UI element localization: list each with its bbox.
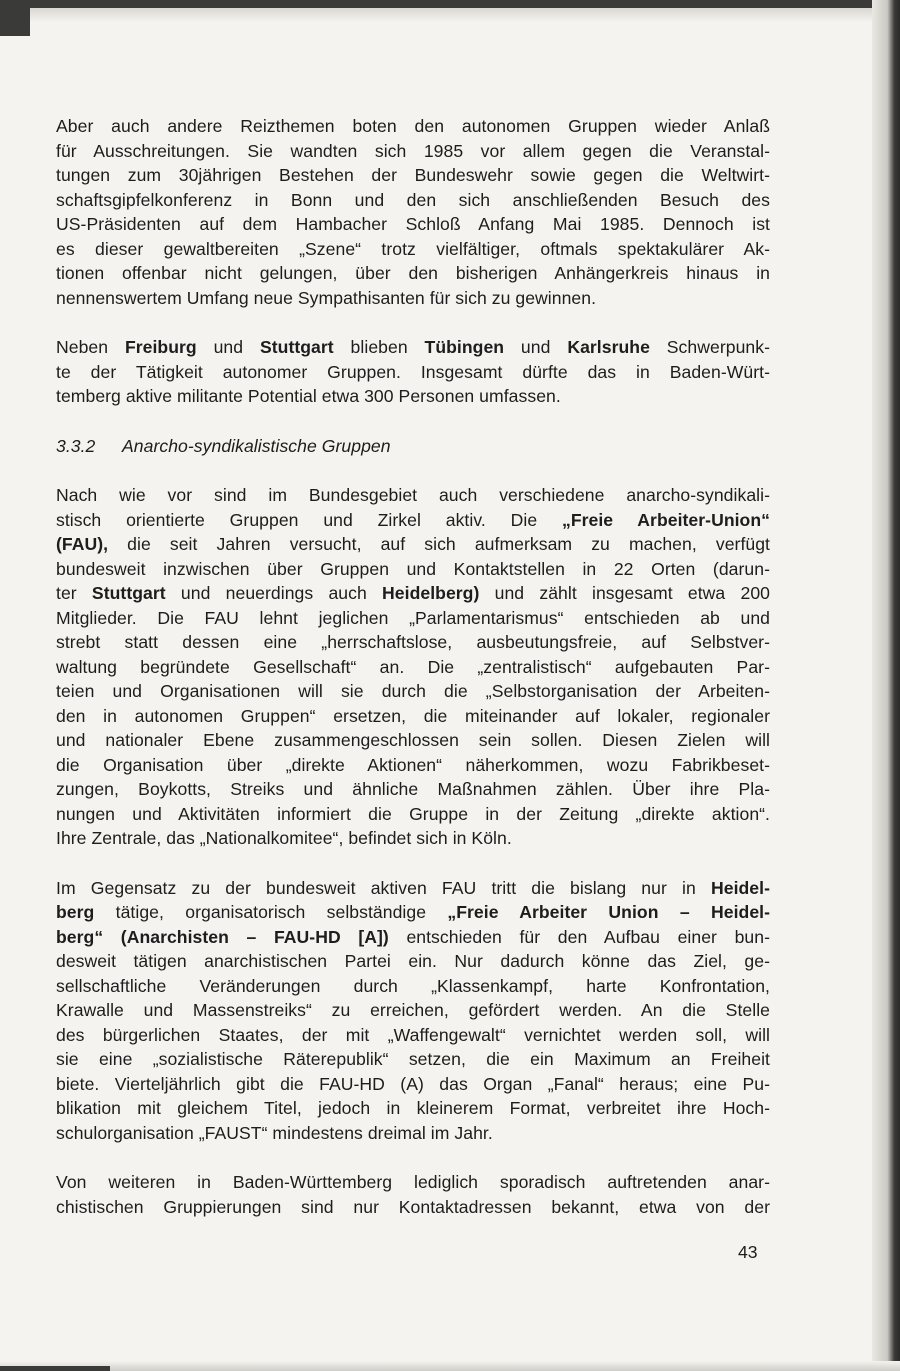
text-line: chistischen Gruppierungen sind nur Kontaktadressen bekannt, etwa von der xyxy=(56,1196,770,1217)
text-line: die Organisation über „direkte Aktionen“ näherkommen, wozu Fabrikbeset- xyxy=(56,754,770,775)
text-line: temberg aktive militante Potential etwa 300 Personen umfassen. xyxy=(56,386,561,406)
paragraph-2 xyxy=(56,335,770,409)
page-number: 43 xyxy=(738,1242,758,1262)
section-title: Anarcho-syndikalistische Gruppen xyxy=(122,435,391,456)
text-line: sellschaftliche Veränderungen durch „Klassenkampf, harte Konfrontation, xyxy=(56,975,770,996)
text-line: bundesweit inzwischen über Gruppen und Kontaktstellen in 22 Orten (darun- xyxy=(56,558,770,579)
text-line: für Ausschreitungen. Sie wandten sich 1985 vor allem gegen die Veranstal- xyxy=(56,140,770,161)
text-line: tionen offenbar nicht gelungen, über den bisherigen Anhängerkreis hinaus in xyxy=(56,263,770,283)
text-line: schulorganisation „FAUST“ mindestens dreimal im Jahr. xyxy=(56,1122,493,1143)
paragraph-4 xyxy=(56,876,770,1146)
text-line: nennenswertem Umfang neue Sympathisanten für sich zu gewinnen. xyxy=(56,287,597,308)
text-line: Von weiteren in Baden-Württemberg lediglich sporadisch auftretenden anar- xyxy=(56,1172,770,1192)
body-text xyxy=(56,114,770,1219)
text-line: des bürgerlichen Staates, der mit „Waffengewalt“ vernichtet werden soll, will xyxy=(56,1024,770,1045)
text-line: blikation mit gleichem Titel, jedoch in kleinerem Format, verbreitet ihre Hoch- xyxy=(56,1098,770,1118)
bold-org-abbrev: (FAU), xyxy=(56,534,109,554)
scan-edge-right xyxy=(872,0,900,1371)
text-line: schaftsgipfelkonferenz in Bonn und den sich anschließenden Besuch des xyxy=(56,189,770,210)
text-line: Krawalle und Massenstreiks“ zu erreichen, gefördert werden. An die Stelle xyxy=(56,1000,770,1020)
text-line: berg“ (Anarchisten – FAU-HD [A]) entschieden für den Aufbau einer bun- xyxy=(56,926,770,947)
bold-place-stuttgart: Stuttgart xyxy=(259,337,334,357)
bold-org-name: berg“ (Anarchisten – FAU-HD [A]) xyxy=(56,926,389,947)
text-line: tungen zum 30jährigen Bestehen der Bundeswehr sowie gegen die Weltwirt- xyxy=(56,165,770,185)
bold-place-heidelberg: berg xyxy=(56,902,95,922)
text-line: desweit tätigen anarchistischen Partei ein. Nur dadurch könne das Ziel, ge- xyxy=(56,951,770,971)
bold-place-heidelberg: Heidelberg) xyxy=(382,583,480,603)
text-line: strebt statt dessen eine „herrschaftslose, ausbeutungsfreie, auf Selbstver- xyxy=(56,632,770,652)
text-line: US-Präsidenten auf dem Hambacher Schloß Anfang Mai 1985. Dennoch ist xyxy=(56,214,770,234)
text-line: ter Stuttgart und neuerdings auch Heidelberg) und zählt insgesamt etwa 200 xyxy=(56,583,770,603)
text-line: Mitglieder. Die FAU lehnt jeglichen „Parlamentarismus“ entschieden ab und xyxy=(56,607,770,628)
text-line: Neben Freiburg und Stuttgart blieben Tübingen und Karlsruhe Schwerpunk- xyxy=(56,337,770,357)
bold-org-name: „Freie Arbeiter-Union“ xyxy=(561,509,770,530)
paragraph-1 xyxy=(56,114,770,310)
paragraph-5 xyxy=(56,1170,770,1219)
text-line: sie eine „sozialistische Räterepublik“ setzen, die ein Maximum an Freiheit xyxy=(56,1049,770,1069)
bold-place-karlsruhe: Karlsruhe xyxy=(567,337,650,357)
bold-place-freiburg: Freiburg xyxy=(124,337,197,357)
bold-org-name: „Freie Arbeiter Union – Heidel- xyxy=(447,902,770,922)
text-line: biete. Vierteljährlich gibt die FAU-HD (A) das Organ „Fanal“ heraus; eine Pu- xyxy=(56,1073,770,1094)
text-line: und nationaler Ebene zusammengeschlossen sein sollen. Diesen Zielen will xyxy=(56,730,770,750)
section-number: 3.3.2 xyxy=(56,435,96,456)
text-line: es dieser gewaltbereiten „Szene“ trotz vielfältiger, oftmals spektakulärer Ak- xyxy=(56,238,770,259)
text-line: den in autonomen Gruppen“ ersetzen, die miteinander auf lokaler, regionaler xyxy=(56,705,770,726)
text-line: Aber auch andere Reizthemen boten den autonomen Gruppen wieder Anlaß xyxy=(56,116,770,136)
text-line: Im Gegensatz zu der bundesweit aktiven FAU tritt die bislang nur in Heidel- xyxy=(56,877,770,898)
text-line: zungen, Boykotts, Streiks und ähnliche Maßnahmen zählen. Über ihre Pla- xyxy=(56,779,770,799)
text-line: stisch orientierte Gruppen und Zirkel aktiv. Die „Freie Arbeiter-Union“ xyxy=(56,509,770,530)
bold-place-heidelberg: Heidel- xyxy=(710,877,770,898)
scan-bottom-mark xyxy=(0,1366,110,1371)
scan-edge-bottom xyxy=(0,1361,900,1371)
paragraph-3 xyxy=(56,483,770,851)
text-line: Nach wie vor sind im Bundesgebiet auch verschiedene anarcho-syndikali- xyxy=(56,485,770,505)
text-line: nungen und Aktivitäten informiert die Gruppe in der Zeitung „direkte aktion“. xyxy=(56,803,770,824)
text-line: (FAU), die seit Jahren versucht, auf sich aufmerksam zu machen, verfügt xyxy=(56,534,770,554)
section-heading xyxy=(56,434,770,459)
scan-shadow-top xyxy=(0,8,900,22)
text-line: waltung begründete Gesellschaft“ an. Die „zentralistisch“ aufgebauten Par- xyxy=(56,656,770,677)
bold-place-tuebingen: Tübingen xyxy=(424,337,505,357)
text-line: Ihre Zentrale, das „Nationalkomitee“, befindet sich in Köln. xyxy=(56,828,512,848)
scan-corner-mark xyxy=(0,0,30,36)
text-line: berg tätige, organisatorisch selbständige „Freie Arbeiter Union – Heidel- xyxy=(56,902,770,922)
text-line: teien und Organisationen will sie durch die „Selbstorganisation der Arbeiten- xyxy=(56,681,770,701)
scan-edge-top xyxy=(0,0,900,8)
bold-place-stuttgart: Stuttgart xyxy=(91,583,166,603)
text-line: te der Tätigkeit autonomer Gruppen. Insgesamt dürfte das in Baden-Würt- xyxy=(56,361,770,382)
